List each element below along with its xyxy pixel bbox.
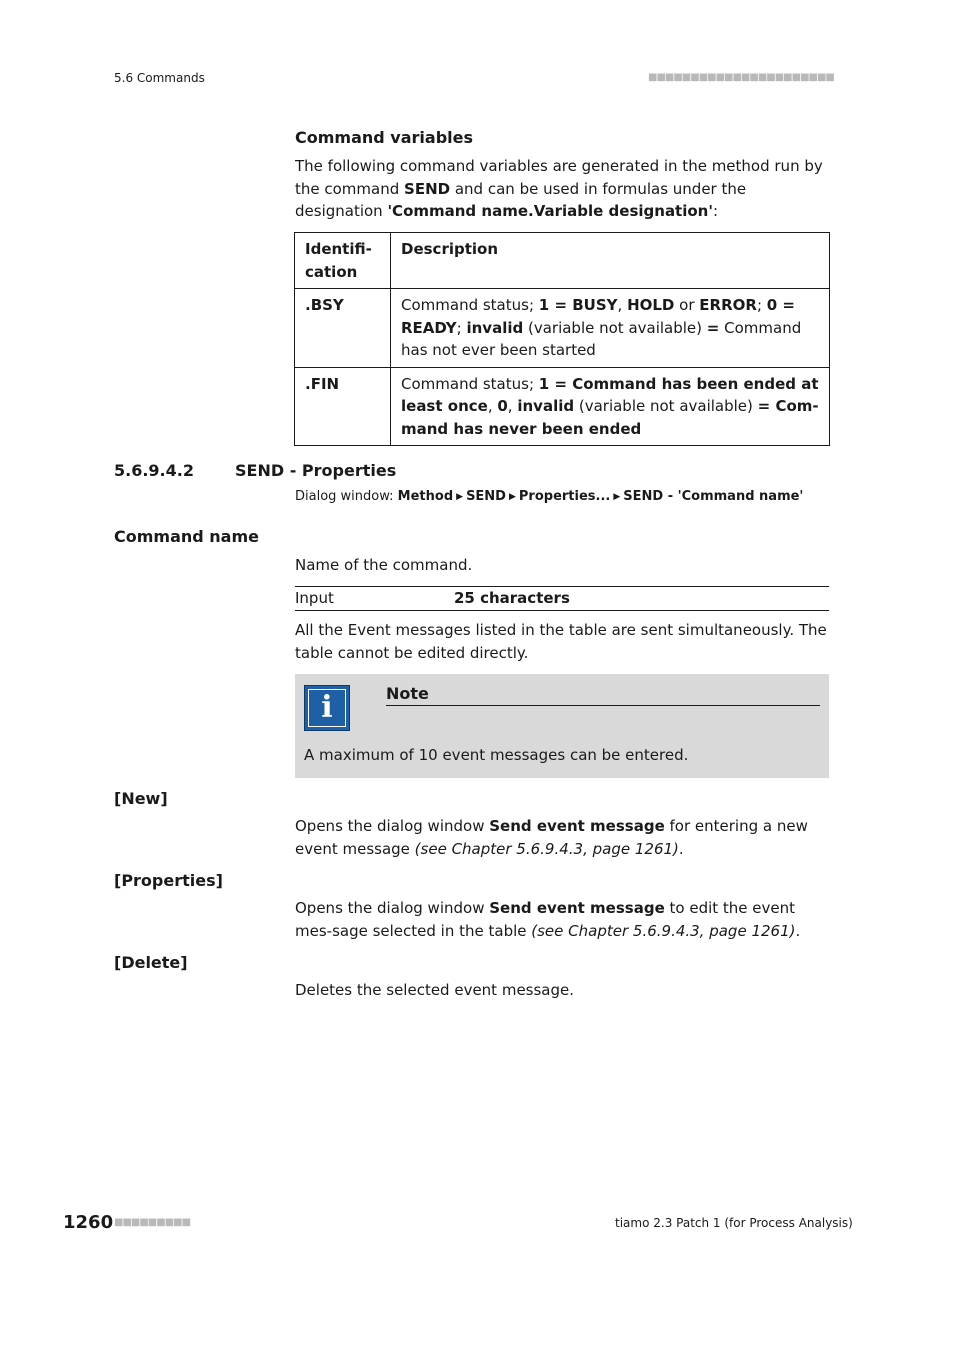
variable-id: .FIN bbox=[295, 367, 391, 446]
path-item: Method bbox=[397, 489, 454, 504]
command-variables-heading: Command variables bbox=[295, 128, 473, 147]
note-title: Note bbox=[386, 684, 820, 706]
command-name-description: Name of the command. bbox=[295, 556, 473, 574]
path-item: Properties... bbox=[518, 489, 611, 504]
input-spec-value: 25 characters bbox=[454, 589, 570, 607]
note-text: A maximum of 10 event messages can be entered. bbox=[304, 746, 689, 764]
page-number: 1260 bbox=[63, 1212, 114, 1233]
column-header-description: Description bbox=[391, 233, 830, 289]
properties-description: Opens the dialog window Send event message to edit the event mes-sage selected in the table (see Chapter 5.6.9.4.3, page 1261). bbox=[295, 899, 801, 940]
command-variables-table bbox=[294, 232, 830, 446]
footer-dots: ■■■■■■■■■ bbox=[114, 1217, 191, 1228]
table-header-row bbox=[295, 233, 830, 289]
command-name-label: Command name bbox=[114, 527, 259, 546]
path-item: SEND - 'Command name' bbox=[623, 489, 804, 504]
properties-button-label: [Properties] bbox=[114, 871, 223, 890]
input-spec-key: Input bbox=[295, 589, 334, 607]
event-messages-paragraph: All the Event messages listed in the table are sent simultaneously. The table cannot be edited directly. bbox=[295, 621, 827, 662]
footer-product: tiamo 2.3 Patch 1 (for Process Analysis) bbox=[615, 1216, 853, 1230]
arrow-right-icon: ▶ bbox=[613, 492, 621, 502]
variable-id: .BSY bbox=[295, 289, 391, 368]
input-spec-row bbox=[295, 586, 829, 611]
column-header-identification: Identifi- cation bbox=[295, 233, 391, 289]
variable-description: Command status; 1 = BUSY, HOLD or ERROR; 0 = READY; invalid (variable not available) = Command has not ever been started bbox=[391, 289, 830, 368]
note-box bbox=[295, 674, 829, 778]
section-title: SEND - Properties bbox=[235, 461, 397, 480]
table-row bbox=[295, 289, 830, 368]
variable-description: Command status; 1 = Command has been ended at least once, 0, invalid (variable not available) = Com-mand has never been ended bbox=[391, 367, 830, 446]
arrow-right-icon: ▶ bbox=[456, 492, 464, 502]
command-variables-intro: The following command variables are generated in the method run by the command SEND and can be used in formulas under the designation 'Command name.Variable designation': bbox=[295, 157, 823, 220]
chapter-reference-link[interactable]: (see Chapter 5.6.9.4.3, page 1261) bbox=[414, 839, 679, 858]
dialog-path: Dialog window: Method ▶ SEND ▶ Properties... ▶ SEND - 'Command name' bbox=[295, 489, 804, 504]
path-item: SEND bbox=[466, 489, 506, 504]
arrow-right-icon: ▶ bbox=[508, 492, 516, 502]
running-header-section: 5.6 Commands bbox=[114, 71, 205, 85]
new-description: Opens the dialog window Send event message for entering a new event message (see Chapter 5.6.9.4.3, page 1261). bbox=[295, 817, 808, 858]
section-number: 5.6.9.4.2 bbox=[114, 461, 194, 480]
delete-button-label: [Delete] bbox=[114, 953, 188, 972]
delete-description: Deletes the selected event message. bbox=[295, 981, 575, 999]
new-button-label: [New] bbox=[114, 789, 168, 808]
running-header-dots: ■■■■■■■■■■■■■■■■■■■■■■ bbox=[648, 72, 834, 83]
chapter-reference-link[interactable]: (see Chapter 5.6.9.4.3, page 1261) bbox=[531, 921, 796, 940]
info-icon: i bbox=[304, 685, 350, 731]
table-row bbox=[295, 367, 830, 446]
